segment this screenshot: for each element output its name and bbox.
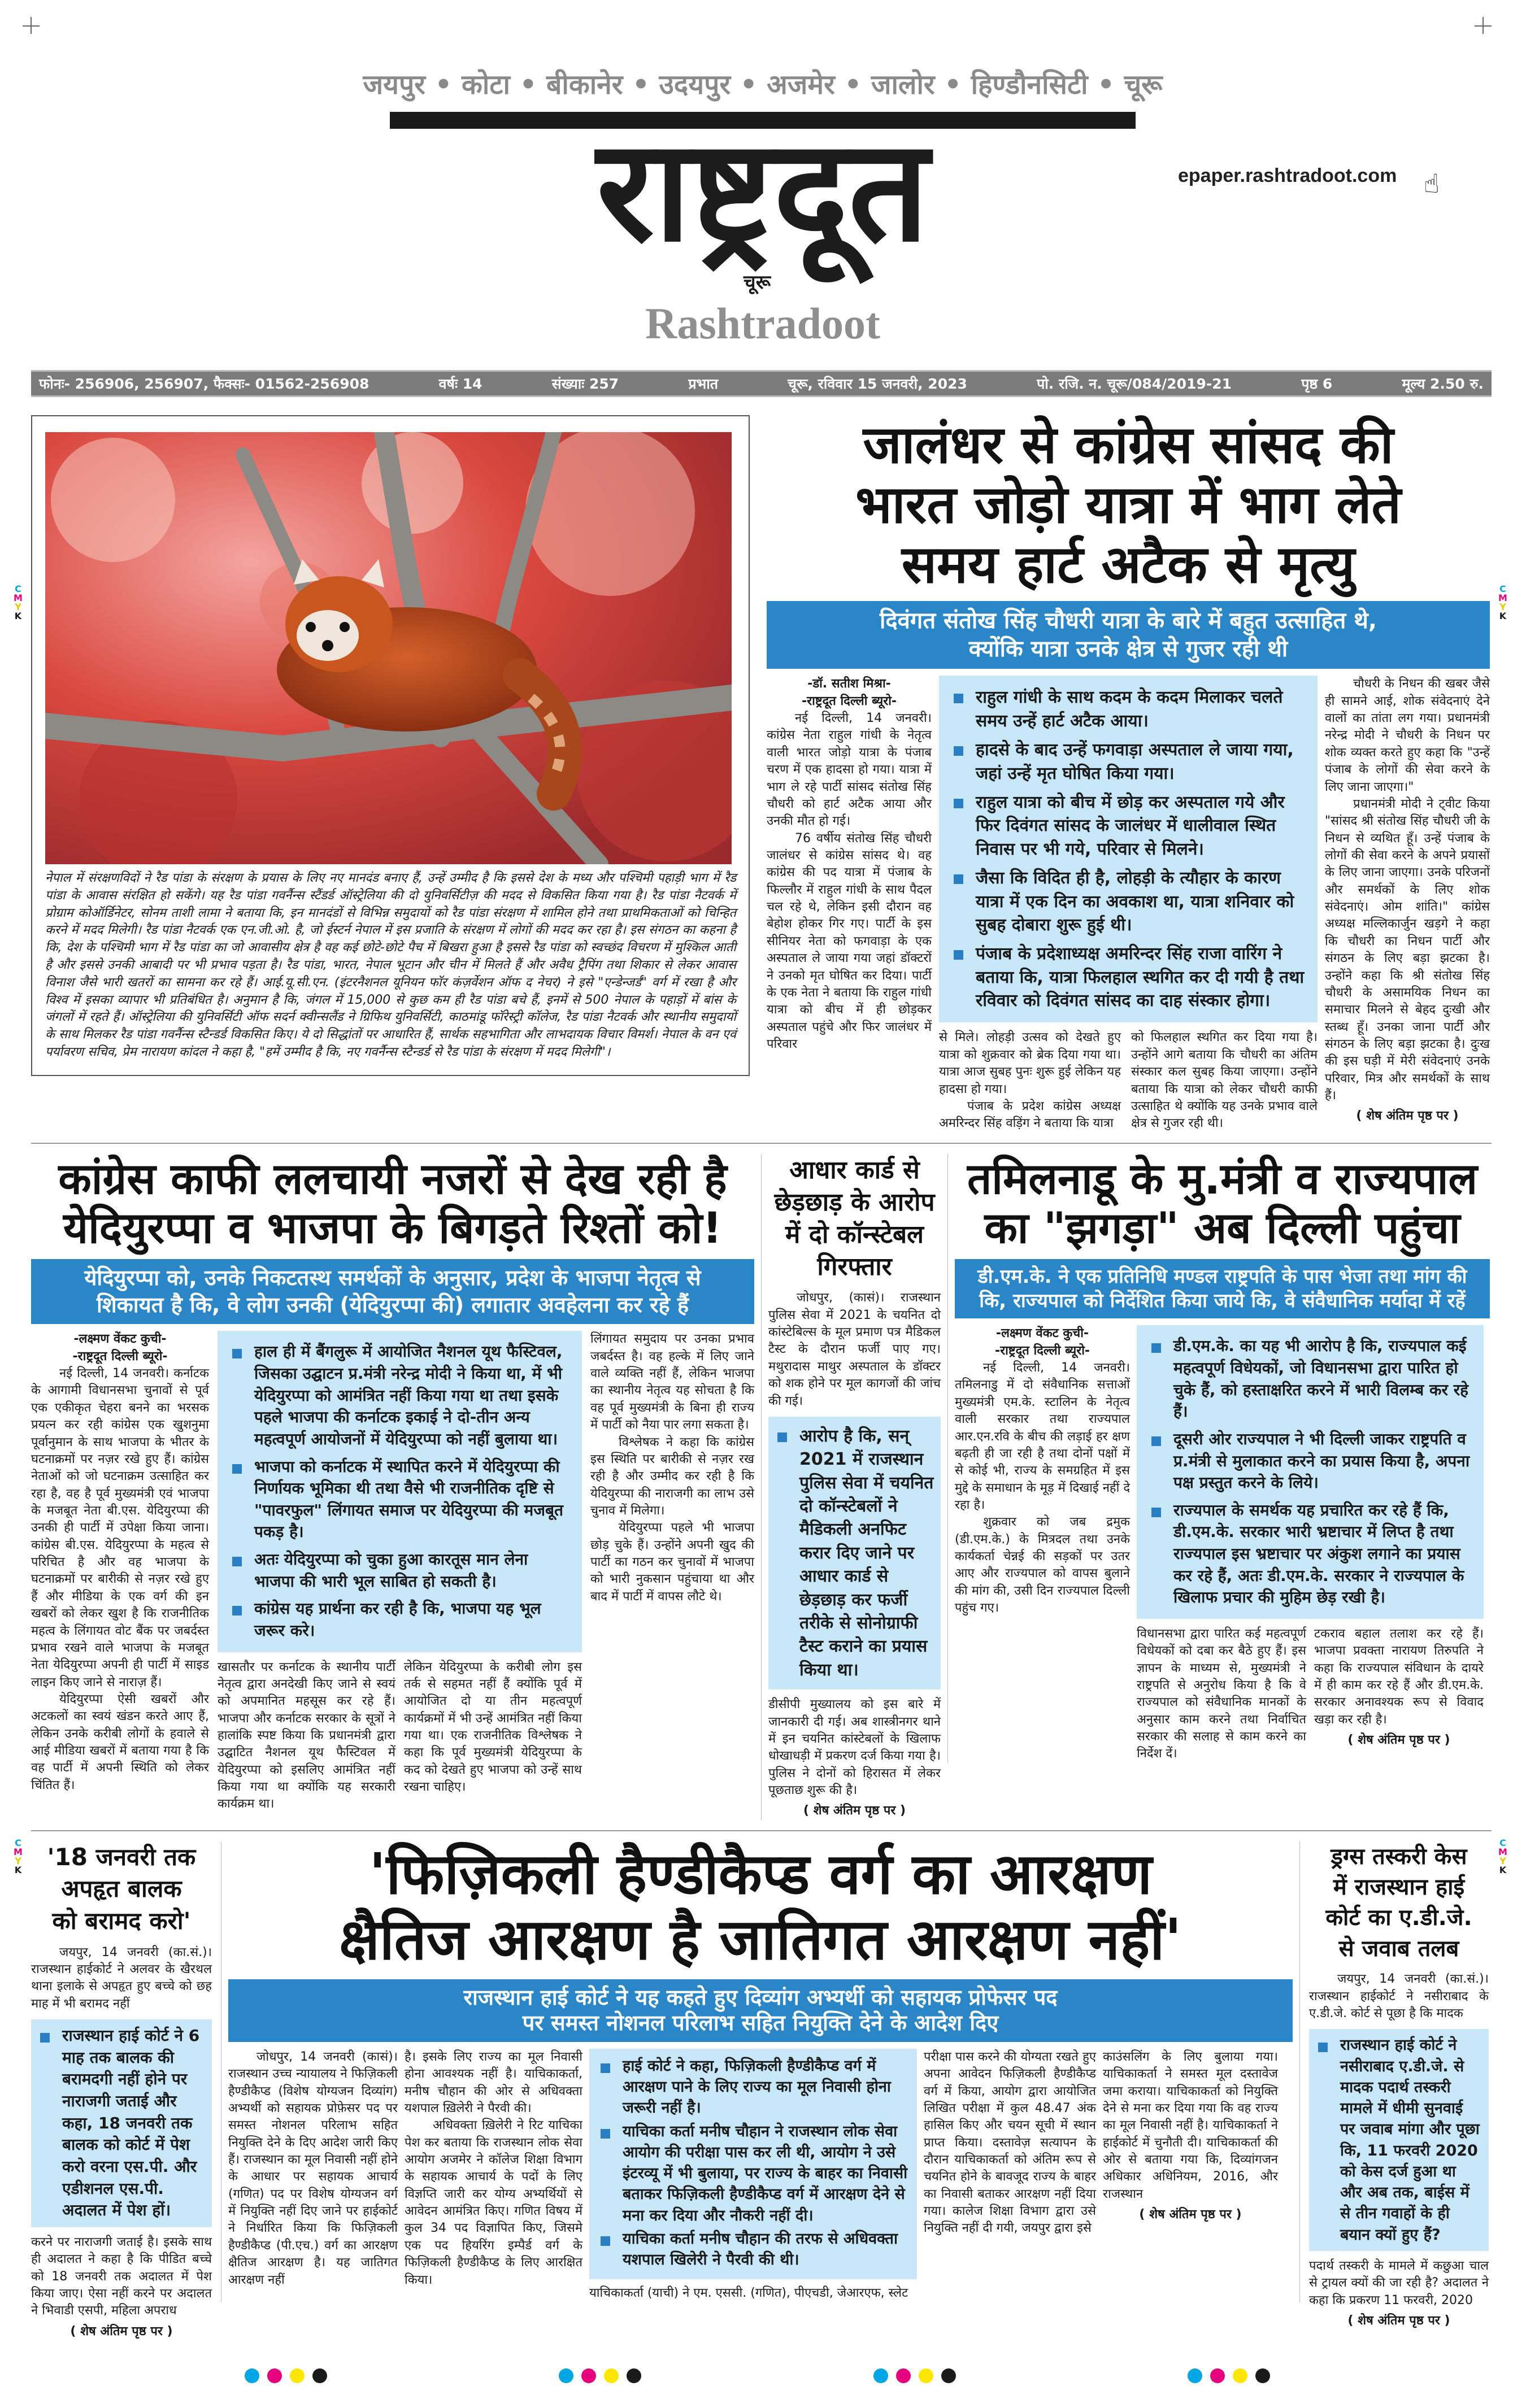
yellow-dot [919,2368,933,2383]
yellow-dot [1233,2368,1247,2383]
story2-column-1 [31,1331,209,1794]
headline-line: कोर्ट का ए.डी.जे. [1325,1905,1472,1931]
bullet-square-icon [1151,1343,1161,1353]
cyan-dot [1188,2368,1202,2383]
paragraph: है। इसके लिए राज्य का मूल निवासी होना आवश्यक नहीं है। याचिकाकर्ता, मनीष चौहान की ओर से अधिवक्ता यशपाल ख़िलेरी ने पैरवी की। [405,2049,582,2115]
continued-note: ( शेष अंतिम पृष्ठ पर ) [1347,1733,1450,1748]
story2 [31,1154,754,1813]
cmyk-y: Y [1499,602,1506,612]
story3-headline [768,1154,941,1283]
story3-column-top [768,1290,941,1410]
story1-headline [767,415,1490,594]
cmyk-mark [12,585,24,621]
cmyk-m: M [14,1847,23,1857]
subhead-line: शिकायत है कि, वे लोग उनकी (येदियुरप्पा की) लगातार अवहेलना कर रहे हैं [96,1292,689,1317]
cmyk-m: M [14,593,23,603]
highlight-text: जैसा कि विदित ही है, लोहड़ी के त्यौहार के कारण यात्रा में एक दिन का अवकाश था, यात्रा शनिवार को सुबह दोबारा शुरू हुई थी। [976,868,1294,935]
edition-cities: जयपुर • कोटा • बीकानेर • उदयपुर • अजमेर • जालोर • हिण्डौनसिटी • चूरू [363,69,1163,101]
paragraph: डीसीपी मुख्यालय को इस बारे में जानकारी दी गई। अब शास्त्रीनगर थाने में इन चयनित कांस्टेबलों के खिलाफ धोखाधड़ी में प्रकरण दर्ज किया गया है। पुलिस ने दोनों को हिरासत में लेकर पूछताछ शुरू की है। [768,1697,941,1797]
headline-line: को बरामद करो' [52,1907,191,1935]
byline: -लक्ष्मण वेंकट कुची- [73,1332,167,1347]
bullet-square-icon [232,1464,242,1474]
paragraph: जयपुर, 14 जनवरी (का.सं.)। राजस्थान हाईकोर्ट ने नसीराबाद के ए.डी.जे. कोर्ट से पूछा है कि मादक [1309,1972,1489,2021]
continued-note: ( शेष अंतिम पृष्ठ पर ) [1139,2207,1242,2222]
story7-highlights [1309,2029,1489,2251]
cmyk-c: C [1499,1837,1506,1848]
headline-line: अपहृत बालक [61,1875,182,1903]
cmyk-k: K [14,1865,22,1875]
bullet-square-icon [232,1606,242,1616]
subhead-line: दिवंगत संतोख सिंह चौधरी यात्रा के बारे में बहुत उत्साहित थे, [879,608,1377,634]
highlight-item [951,738,1305,785]
yellow-dot [290,2368,305,2383]
story2-column-2a [218,1659,395,1813]
highlight-text: भाजपा को कर्नाटक में स्थापित करने में येदियुरप्पा की निर्णायक भूमिका थी तथा वैसे भी राजनीतिक दृष्टि से "पावरफुल" लिंगायत समाज पर येदियुरप्पा की मजबूत पकड़ है। [254,1457,563,1542]
story2-middle [218,1331,582,1813]
highlight-item [951,791,1305,861]
byline: -लक्ष्मण वेंकट कुची- [995,1326,1089,1341]
story4-column-2a [1137,1626,1306,1763]
highlight-item [230,1456,569,1544]
headline-line: भारत जोड़ो यात्रा में भाग लेते [855,474,1401,535]
story6-column-4 [1103,2049,1278,2224]
paragraph: विश्लेषक ने कहा कि कांग्रेस इस स्थिति पर बारीकी से नज़र रख रही है और उम्मीद कर रही है कि येदियुरप्पा की नाराजगी का लाभ उसे चुनाव में मिलेगा। [590,1435,754,1518]
black-dot [1255,2368,1270,2383]
cyan-dot [245,2368,259,2383]
bullet-square-icon [40,2033,50,2043]
highlight-item [230,1341,569,1450]
edition-time: प्रभात [688,376,718,392]
headline-line: गिरफ्तार [817,1252,892,1282]
bullet-square-icon [954,746,963,756]
headline-line: छेड़छाड़ के आरोप [774,1187,935,1217]
section-divider [31,1143,1492,1144]
paragraph: 76 वर्षीय संतोख सिंह चौधरी जालंधर से कांग्रेस सांसद थे। वह कांग्रेस की पद यात्रा में पंजाब के फिल्लौर में राहुल गांधी के साथ पैदल चल रहे थे, लेकिन इसी दौरान वह बेहोश होकर गिर गए। पार्टी के इस सीनियर नेता को फगवाड़ा के एक अस्पताल ले जाया गया जहां डॉक्टरों ने उनको मृत घोषित कर दिया। पार्टी के एक नेता ने बताया कि राहुल गांधी यात्रा को बीच में ही छोड़कर अस्पताल पहुंचे और फिर जालंधर में परिवार [767,831,932,1051]
black-dot [627,2368,641,2383]
story6-subhead [228,1979,1293,2042]
story4 [947,1154,1490,1763]
bullet-square-icon [232,1349,242,1358]
subhead-line: क्योंकि यात्रा उनके क्षेत्र से गुजर रही थी [968,636,1288,663]
story3-highlights [768,1417,941,1689]
edition-name: चूरू [743,271,771,294]
bullet-square-icon [601,2236,610,2246]
paragraph: नई दिल्ली, 14 जनवरी। तमिलनाडु में दो संवैधानिक सत्ताओं मुख्यमंत्री एम.के. स्टालिन के नेतृत्व वाली सरकार तथा राज्यपाल आर.एन.रवि के बीच की लड़ाई हर क्षण बढ़ती ही जा रही है तथा दोनों पक्षों में से कोई भी, राज्य के समग्रहित में इस मुद्दे के समाधान के मूड़ में दिखाई नहीं दे रहा है। [955,1361,1130,1512]
black-dot [312,2368,327,2383]
price: मूल्य 2.50 रु. [1402,376,1484,392]
paragraph: को फिलहाल स्थगित कर दिया गया है। उन्होंने आगे बताया कि चौधरी का अंतिम संस्कार कल सुबह किया जाएगा। उन्होंने बताया कि यात्रा को लेकर चौधरी काफी उत्साहित थे क्योंकि यह उनके प्रभाव वाले क्षेत्र से गुजर रही थी। [1131,1030,1318,1131]
story1-column-2b [1131,1029,1318,1132]
story5 [31,1841,212,2340]
headline-line: ड्रग्स तस्करी केस [1331,1843,1467,1870]
story2-column-2b [404,1659,582,1796]
byline: -राष्ट्रदूत दिल्ली ब्यूरो- [994,1343,1090,1358]
story5-headline [31,1841,212,1937]
headline-line: में दो कॉन्स्टेबल [785,1220,924,1249]
highlight-item [1149,1335,1471,1423]
byline: -डॉ. सतीश मिश्रा- [807,677,891,691]
highlight-text: दूसरी ओर राज्यपाल ने भी दिल्ली जाकर राष्ट्रपति व प्र.मंत्री से मुलाकात करने का प्रयास किया है, अपना पक्ष प्रस्तुत करने के लिये। [1173,1429,1470,1492]
paragraph: येदियुरप्पा ऐसी खबरों और अटकलों का स्वयं खंडन करते आए हैं, लेकिन उनके करीबी लोगों के हवाले से आई मीडिया खबरों में बताया गया है कि वह पार्टी में अपनी स्थिति को लेकर चिंतित हैं। [31,1692,209,1792]
story2-subhead [31,1259,754,1324]
cmyk-mark [1497,1839,1508,1875]
byline: -राष्ट्रदूत दिल्ली ब्यूरो- [72,1349,168,1364]
headline-line: में राजस्थान हाई [1333,1874,1465,1901]
highlight-text: राहुल यात्रा को बीच में छोड़ कर अस्पताल गये और फिर दिवंगत सांसद के जालंधर में धालीवाल स्थित निवास पर भी गये, परिवार से मिलने। [976,792,1285,859]
cmyk-y: Y [15,1856,21,1866]
bullet-square-icon [1151,1508,1161,1517]
cmyk-y: Y [15,602,21,612]
story1-highlights [939,676,1318,1022]
paragraph: शुक्रवार को जब द्रमुक (डी.एम.के.) के मित्रदल तथा उनके कार्यकर्ता चेन्नई की सड़कों पर उतर आए और राज्यपाल को वापस बुलाने की मांग की, उसी दिन राज्यपाल दिल्ली पहुंच गए। [955,1515,1130,1616]
top-section [31,415,1492,1133]
highlight-text: राज्यपाल के समर्थक यह प्रचारित कर रहे हैं कि, डी.एम.के. सरकार भारी भ्रष्टाचार में लिप्त है तथा राज्यपाल इस भ्रष्टाचार पर अंकुश लगाने का प्रयास कर रहे हैं, अतः डी.एम.के. सरकार ने राज्यपाल के खिलाफ प्रचार की मुहिम छेड़ रखी है। [1173,1500,1464,1607]
story1-under-box [939,1029,1318,1132]
story5-column-bottom [31,2234,212,2340]
section-divider [31,1830,1492,1831]
highlight-item [598,2121,908,2226]
paragraph: येदियुरप्पा पहले भी भाजपा छोड़ चुके हैं। उन्होंने अपनी खुद की पार्टी का गठन कर चुनावों में भाजपा को भारी नुकसान पहुंचाया था और बाद में पार्टी में वापस लौटे थे। [590,1521,754,1604]
cmyk-c: C [1499,584,1506,594]
red-panda-photo [45,432,732,864]
continued-note: ( शेष अंतिम पृष्ठ पर ) [1356,1109,1459,1124]
highlight-text: हादसे के बाद उन्हें फगवाड़ा अस्पताल ले जाया गया, जहां उन्हें मृत घोषित किया गया। [976,740,1294,783]
story4-subhead [955,1259,1490,1318]
story5-column-top [31,1944,212,2013]
story3 [761,1154,941,1820]
black-dot [941,2368,956,2383]
subhead-line: येदियुरप्पा को, उनके निकटतस्थ समर्थकों के अनुसार, प्रदेश के भाजपा नेतृत्व से [84,1265,701,1291]
story4-body [955,1325,1490,1762]
paragraph: टकराव बहाल तलाश कर रहे हैं। भाजपा प्रवक्ता नारायण तिरुपति ने कहा कि राज्यपाल संविधान के दायरे में ही काम कर रहे हैं और डी.एम.के. सरकार अनावश्यक रूप से विवाद खड़ा कर रही है। [1314,1626,1484,1727]
highlight-text: राजस्थान हाई कोर्ट ने नसीराबाद ए.डी.जे. से मादक पदार्थ तस्करी मामले में धीमी सुनवाई पर जवाब मांगा और पूछा कि, 11 फरवरी 2020 को केस दर्ज हुआ था और अब तक, बाईस में से तीन गवाहों के ही बयान क्यों हुए हैं? [1340,2036,1480,2244]
photo-caption: नेपाल में संरक्षणविदों ने रैड पांडा के संरक्षण के प्रयास के लिए नए मानदंड बनाए हैं, उन्हें उम्मीद है कि इससे देश के मध्य और पश्चिमी पहाड़ी भाग में रैड पांडा के आवास संरक्षित हो सकेंगे। यह रैड पांडा गवर्नैन्स स्टैंडर्ड ऑस्ट्रेलिया की दो युनिवर्सिटीज़ की मदद से विकसित किया गया है। रैड पांडा नैटवर्क में प्रोग्राम कोऑर्डिनेटर, सोनम ताशी लामा ने बताया कि, इन मानदंडों से विभिन्न समुदायों को रैड पांडा संरक्षण में शामिल होने तथा प्राथमिकताओं को चिन्हित करने में मदद मिलेगी। रैड पांडा नैटवर्क एक एन.जी.ओ. है, जो ईस्टर्न नेपाल में इस प्रजाति के संरक्षण में लोगों की मदद कर रहा है। इस संगठन का कहना है कि, देश के पश्चिमी भाग में रैड पांडा का जो आवासीय क्षेत्र है वह कई छोटे-छोटे पैच में बिखरा हुआ है इससे रैड पांडा को स्वच्छंद विचरण में मुश्किल आती है और इससे उनकी आबादी पर भी प्रभाव पड़ता है। रैड पांडा, भारत, नेपाल भूटान और चीन में मिलते हैं और अवैध ट्रैपिंग तथा शिकार से लेकर आवास विनाश जैसे भारी खतरों का सामना कर रहे हैं। आई.यू.सी.एन. (इंटरनैशनल यूनियन फॉर कंज़र्वेशन ऑफ द नेचर) ने इसे "एन्डेन्जर्ड" वर्ग में रखा है और विश्व में इसका व्यापार भी प्रतिबंधित है। अनुमान है कि, जंगल में 15,000 से कुछ कम ही रैड पांडा बचे हैं, इनमें से 500 नेपाल के पहाड़ों में बांस के जंगलों में रहते हैं। ऑस्ट्रेलिया की युनिवर्सिटी ऑफ सदर्न क्वीन्सलैंड ने ग्रिफिथ युनिवर्सिटी, काठमांडू फॉरेस्ट्री कॉलेज, रैड पांडा नैटवर्क और स्थानीय समुदायों के साथ मिलकर रैड पांडा गवर्नैन्स स्टैन्डर्ड विकसित किए। ये दो सिद्धांतों पर आधारित हैं, सार्थक सहभागिता और लाभदायक विचार विमर्श। नेपाल के वन एवं पर्यावरण सचिव, प्रेम नारायण कांदल ने कहा है, "हमें उम्मीद है कि, नए गवर्नैन्स स्टैन्डर्ड से रैड पांडा के संरक्षण में मदद मिलेगी"। [45,871,737,1059]
headline-line: समय हार्ट अटैक से मृत्यु [901,534,1355,595]
magenta-dot [267,2368,282,2383]
phone-fax: फोनः- 256906, 256907, फैक्सः- 01562-256908 [39,376,369,392]
story2-column-3 [590,1331,754,1605]
paragraph: पंजाब के प्रदेश कांग्रेस अध्यक्ष अमरिन्दर सिंह वड़िंग ने बताया कि यात्रा [939,1099,1121,1131]
story3-column-bottom [768,1696,941,1820]
bullet-square-icon [954,799,963,808]
story7-column-top [1309,1971,1489,2022]
cmyk-k: K [1499,611,1507,621]
bullet-square-icon [601,2129,610,2139]
cmyk-c: C [15,1837,21,1848]
highlight-text: याचिका कर्ता मनीष चौहान ने राजस्थान लोक सेवा आयोग की परीक्षा पास कर ली थी, आयोग ने उसे इंटरव्यू में भी बुलाया, पर राज्य के बाहर का निवासी बताकर फिज़िकली हैण्डीकैप्ड वर्ग में आरक्षण देने से मना कर दिया और नौकरी नहीं दी। [623,2122,908,2224]
paragraph: अधिवक्ता ख़िलेरी ने रिट याचिका पेश कर बताया कि राजस्थान लोक सेवा आयोग अजमेर ने कॉलेज शिक्षा विभाग के सहायक आचार्य के पदों के लिए विज्ञप्ति जारी कर योग्य अभ्यर्थियों से आवेदन आमंत्रित किए। गणित विषय में कुल 34 पद विज्ञापित किए, जिसमे एक पद हियरिंग इम्पैर्ड वर्ग के फिज़िकली हैण्डीकैप्ड के लिए आरक्षित किया। [405,2118,582,2287]
subhead-line: डी.एम.के. ने एक प्रतिनिधि मण्डल राष्ट्रपति के पास भेजा तथा मांग की [977,1265,1467,1288]
photo-story-box [31,415,750,1076]
continued-note: ( शेष अंतिम पृष्ठ पर ) [803,1804,906,1818]
highlight-text: राहुल गांधी के साथ कदम के कदम मिलाकर चलते समय उन्हें हार्ट अटैक आया। [976,687,1283,731]
story7-headline [1309,1841,1489,1965]
bullet-square-icon [232,1557,242,1566]
story6-body [228,2049,1293,2302]
info-bar [31,370,1492,397]
story4-under-box [1137,1626,1484,1763]
headline-line: का "झगड़ा" अब दिल्ली पहुंचा [984,1203,1460,1253]
bullet-square-icon [601,2063,610,2073]
story6-column-1 [228,2049,398,2289]
story4-headline [955,1154,1490,1253]
cmyk-mark [1497,585,1508,621]
highlight-text: अतः येदियुरप्पा को चुका हुआ कारतूस मान लेना भाजपा की भारी भूल साबित हो सकती है। [254,1550,528,1591]
registration-dots [1188,2368,1278,2385]
bullet-square-icon [1151,1436,1161,1446]
story2-under-box [218,1659,582,1813]
magenta-dot [1210,2368,1225,2383]
cmyk-m: M [1498,593,1507,603]
magenta-dot [581,2368,596,2383]
story2-headline [31,1154,754,1253]
bullet-square-icon [954,950,963,960]
subhead-line: राजस्थान हाई कोर्ट ने यह कहते हुए दिव्यांग अभ्यर्थी को सहायक प्रोफेसर पद [463,1984,1058,2010]
headline-line: कांग्रेस काफी ललचायी नजरों से देख रही है [58,1153,727,1204]
headline-line: से जवाब तलब [1338,1935,1459,1962]
story1-middle [939,676,1318,1132]
story2-body [31,1331,754,1813]
paragraph: जयपुर, 14 जनवरी (का.सं.)। राजस्थान हाईकोर्ट ने अलवर के खैरथल थाना इलाके से अपहृत हुए बच्चे को छह माह में भी बरामद नहीं [31,1945,212,2011]
story4-right [1137,1325,1484,1762]
highlight-item [1149,1500,1471,1609]
story6-headline [228,1841,1293,1972]
epaper-link[interactable]: epaper.rashtradoot.com [1178,165,1397,186]
story1-column-1 [767,676,932,1053]
highlight-item [230,1598,569,1641]
cmyk-y: Y [1499,1856,1506,1866]
headline-line: तमिलनाडू के मु.मंत्री व राज्यपाल [967,1153,1478,1204]
highlight-item [951,866,1305,937]
english-name: Rashtradoot [645,299,880,348]
paragraph: पदार्थ तस्करी के मामले में कछुआ चाल से ट्रायल क्यों की जा रही है? अदालत ने कहा कि प्रकरण 11 फरवरी, 2020 [1309,2258,1489,2307]
continued-note: ( शेष अंतिम पृष्ठ पर ) [70,2324,173,2339]
highlight-item [1149,1429,1471,1494]
highlight-item [38,2025,205,2222]
highlight-text: डी.एम.के. का यह भी आरोप है कि, राज्यपाल कई महत्वपूर्ण विधेयकों, जो विधानसभा द्वारा पारित हो चुके हैं, को हस्ताक्षरित करने में भारी विलम्ब कर रहे हैं। [1173,1336,1469,1421]
registration-number: पो. रजि. न. चूरू/084/2019-21 [1037,376,1232,392]
story6-below-box [589,2285,917,2302]
story6-column-2 [405,2049,582,2289]
highlight-item [230,1549,569,1592]
bullet-square-icon [954,694,963,703]
magenta-dot [896,2368,911,2383]
paragraph: नई दिल्ली, 14 जनवरी। कांग्रेस नेता राहुल गांधी के नेतृत्व वाली भारत जोड़ो यात्रा के पंजाब चरण में एक हादसा हो गया। यात्रा में भाग ले रहे पार्टी सांसद संतोख सिंह चौधरी को हार्ट अटैक आया और उनकी मौत हो गई। [767,711,932,829]
paragraph: परीक्षा पास करने की योग्यता रखते हुए अपना आवेदन फिज़िकली हैण्डीकैप्ड वर्ग में किया, आयोग द्वारा आयोजित लिखित परीक्षा में कुल 48.47 अंक हासिल किए और चयन सूची में स्थान प्राप्त किया। दस्तावेज़ सत्यापन के दौरान याचिकाकर्ता को अंतिम रूप से चयनित होने के बावजूद राज्य के बाहर का निवासी बताकर आरक्षण नहीं दिया गया। कालेज शिक्षा विभाग द्वारा उसे नियुक्ति नहीं दी गयी, जयपुर द्वारा इसे [924,2049,1096,2236]
paragraph: लेकिन येदियुरप्पा के करीबी लोग इस तर्क से सहमत नहीं हैं क्योंकि पूर्व में आयोजित दो या तीन महत्वपूर्ण कार्यक्रमों में भी उन्हें आमंत्रित नहीं किया गया था। एक राजनीतिक विश्लेषक ने कहा कि पूर्व मुख्यमंत्री येदियुरप्पा के कद को देखते हुए भाजपा को उन्हें साथ रखना चाहिए। [404,1660,582,1795]
story4-highlights [1137,1325,1484,1619]
bottom-section [31,1841,1492,2340]
cyan-dot [873,2368,888,2383]
cmyk-k: K [1499,1865,1507,1875]
story5-highlights [31,2019,212,2227]
byline: -राष्ट्रदूत दिल्ली ब्यूरो- [801,694,897,708]
highlight-text: हाई कोर्ट ने कहा, फिज़िकली हैण्डीकैप्ड वर्ग में आरक्षण पाने के लिए राज्य का मूल निवासी होना जरूरी नहीं है। [623,2057,891,2117]
highlight-text: पंजाब के प्रदेशाध्यक्ष अमरिन्दर सिंह राजा वारिंग ने बताया कि, यात्रा फिलहाल स्थगित कर दी गयी है तथा रविवार को दिवंगत सांसद का दाह संस्कार होगा। [976,944,1305,1011]
story4-column-2b [1314,1626,1484,1749]
paragraph: याचिकाकर्ता (याची) ने एम. एससी. (गणित), पीएचडी, जेआरएफ, स्लेट [589,2286,908,2301]
newspaper-logo: राष्ट्रदूत [596,108,929,273]
story1 [767,415,1490,1133]
registration-dots-row [31,2368,1492,2385]
highlight-item [951,686,1305,733]
yellow-dot [604,2368,619,2383]
highlight-text: आरोप है कि, सन् 2021 में राजस्थान पुलिस सेवा में चयनित दो कॉन्स्टेबलों ने मैडिकली अनफिट करार दिए जाने पर आधार कार्ड से छेड़छाड़ कर फर्जी तरीके से सोनोग्राफी टैस्ट कराने का प्रयास किया था। [799,1426,934,1680]
story6-middle [589,2049,917,2302]
highlight-text: याचिका कर्ता मनीष चौहान की तरफ से अधिवक्ता यशपाल खिलेरी ने पैरवी की थी। [623,2230,898,2269]
bullet-square-icon [777,1432,787,1442]
year: वर्षः 14 [438,376,482,392]
highlight-item [951,942,1305,1012]
hand-cursor-icon: ☝ [1424,168,1440,199]
registration-dots [559,2368,649,2385]
headline-line: 'फिज़िकली हैण्डीकैप्ड वर्ग का आरक्षण [368,1840,1153,1907]
highlight-text: हाल ही में बैंगलुरू में आयोजित नैशनल यूथ फैस्टिवल, जिसका उद्घाटन प्र.मंत्री नरेन्द्र मोदी ने किया था, में भी येदियुरप्पा को आमंत्रित नहीं किया गया था तथा इसके पहले भाजपा की कर्नाटक इकाई ने दो-तीन अन्य महत्वपूर्ण आयोजनों में येदियुरप्पा को नहीं बुलाया था। [254,1342,563,1448]
paragraph: जोधपुर, 14 जनवरी (कासं)। राजस्थान उच्च न्यायालय ने फिज़िकली हैण्डीकैप्ड (विशेष योग्यजन दिव्यांग) अभ्यर्थी को सहायक प्रोफ़ेसर पद पर समस्त नोशनल परिलाभ सहित नियुक्ति देने के दिए आदेश जारी किए हैं। राजस्थान का मूल निवासी नहीं होने के आधार पर सहायक आचार्य (गणित) पद पर विशेष योग्यजन वर्ग में नियुक्ति नहीं दिए जाने पर हाईकोर्ट ने निर्धारित किया कि फिज़िकली हैण्डीकैप्ड (पी.एच.) वर्ग का आरक्षण क्षैतिज आरक्षण है। यह जातिगत आरक्षण नहीं [228,2049,398,2287]
highlight-item [1316,2035,1482,2245]
continued-note: ( शेष अंतिम पृष्ठ पर ) [1347,2313,1450,2328]
story1-column-3 [1325,676,1490,1125]
headline-line: आधार कार्ड से [789,1155,920,1185]
subhead-line: कि, राज्यपाल को निर्देशित किया जाये कि, वे संवैधानिक मर्यादा में रहें [979,1289,1466,1312]
highlight-text: राजस्थान हाई कोर्ट ने 6 माह तक बालक की बरामदगी नहीं होने पर नाराजगी जताई और कहा, 18 जनवरी तक बालक को कोर्ट में पेश करो वरना एस.पी. और एडीशनल एस.पी. अदालत में पेश हों। [62,2026,200,2220]
paragraph: विधानसभा द्वारा पारित कई महत्वपूर्ण विधेयकों को दबा कर बैठे हुए हैं। इस ज्ञापन के माध्यम से, मुख्यमंत्री ने राष्ट्रपति से अनुरोध किया है कि वे राज्यपाल को संवैधानिक मानकों के अनुसार काम करने तथा निर्वाचित सरकार की सलाह से काम करने का निर्देश दें। [1137,1626,1306,1761]
highlight-item [598,2056,908,2119]
story1-subhead [767,601,1490,669]
paragraph: चौधरी के निधन की खबर जैसे ही सामने आई, शोक संवेदनाएं देने वालों का तांता लग गया। प्रधानमंत्री नरेन्द्र मोदी ने चौधरी के निधन पर शोक व्यक्त करते हुए कहा कि "उन्हें पंजाब के लोगों की सेवा करने के लिए जाना जाएगा।" [1325,677,1490,794]
paragraph: करने पर नाराजगी जताई है। इसके साथ ही अदालत ने कहा है कि पीडित बच्चे को 18 जनवरी तक अदालत में पेश किया जाए। ऐसा नहीं करने पर अदालत ने भिवाडी एसपी, महिला अपराध [31,2235,212,2318]
paragraph: काउंसलिंग के लिए बुलाया गया। याचिकाकर्ता ने समस्त मूल दस्तावेज जमा कराया। याचिकाकर्ता को नियुक्ति देने से मना कर दिया गया कि वह राज्य का मूल निवासी नहीं है। याचिकाकर्ता ने हाईकोर्ट में चुनौती दी। याचिकाकर्ता की ओर से बताया गया कि, दिव्यांगजन अधिकार अधिनियम, 2016, और राजस्थान [1103,2049,1278,2201]
headline-line: जालंधर से कांग्रेस सांसद की [863,415,1394,475]
paragraph: खासतौर पर कर्नाटक के स्थानीय पार्टी नेतृत्व द्वारा अनदेखी किए जाने से स्वयं को अपमानित महसूस कर रहे हैं। भाजपा और कर्नाटक सरकार के सूत्रों ने हालांकि स्पष्ट किया कि प्रधानमंत्री द्वारा उद्घाटित नैशनल यूथ फैस्टिवल में येदियुरप्पा को इसलिए आमंत्रित नहीं किया गया था क्योंकि यह सरकारी कार्यक्रम था। [218,1660,395,1812]
paragraph: नई दिल्ली, 14 जनवरी। कर्नाटक के आगामी विधानसभा चुनावों से पूर्व एक एकीकृत चेहरा बनने का भरसक प्रयत्न कर रही कांग्रेस एक खुशनुमा पूर्वानुमान के साथ भाजपा के भीतर के घटनाक्रमों पर नज़र रखे हुए हैं। कांग्रेस नेताओं को जो घटनाक्रम उत्साहित कर रहा है, वह है पूर्व मुख्यमंत्री एवं भाजपा के मजबूत नेता बी.एस. येदियुरप्पा की उनकी ही पार्टी में उपेक्षा किया जाना। कांग्रेस बी.एस. येदियुरप्पा के महत्व से परिचित है और वह भाजपा के घटनाक्रमों पर बारीकी से नज़र रखे हुए हैं और मीडिया के एक वर्ग की इन खबरों को लेकर खुश है कि राजनीतिक महत्व के लिंगायत वोट बैंक पर जबर्दस्त प्रभाव रखने वाले भाजपा के मजबूत नेता येदियुरप्पा अपनी ही पार्टी में साइड लाइन किए जाने से नाराज़ हैं। [31,1366,209,1689]
date: चूरू, रविवार 15 जनवरी, 2023 [788,376,967,392]
paragraph: जोधपुर, (कासं)। राजस्थान पुलिस सेवा में 2021 के चयनित दो कांस्टेबिल्स के मूल प्रमाण पत्र मैडिकल टैस्ट के दौरान फर्जी पाए गए। मथुरादास माथुर अस्पताल के डॉक्टर को शक होने पर मूल कागजों की जांच की गई। [768,1291,941,1408]
highlight-item [775,1425,934,1682]
middle-section [31,1154,1492,1820]
headline-line: क्षैतिज आरक्षण है जातिगत आरक्षण नहीं' [339,1906,1182,1972]
highlight-item [598,2228,908,2271]
story2-highlights [218,1331,582,1652]
story4-column-1 [955,1325,1130,1617]
story7 [1309,1841,1489,2330]
story6-highlights [589,2049,917,2280]
headline-line: येदियुरप्पा व भाजपा के बिगड़ते रिश्तों को! [63,1203,722,1253]
highlight-text: कांग्रेस यह प्रार्थना कर रही है कि, भाजपा यह भूल जरूर करे। [254,1599,541,1640]
cmyk-k: K [14,611,22,621]
masthead [0,0,1513,370]
paragraph: लिंगायत समुदाय पर उनका प्रभाव जबर्दस्त है। वह हल्के में लिए जाने वाले व्यक्ति नहीं हैं, लेकिन भाजपा का स्थानीय नेतृत्व यह सोचता है कि वह पूर्व मुख्यमंत्री के बिना ही राज्य में पार्टी को नैया पार लगा सकता है। [590,1332,754,1432]
cmyk-m: M [1498,1847,1507,1857]
cmyk-c: C [15,584,21,594]
registration-dots [873,2368,964,2385]
story1-body [767,676,1490,1132]
bullet-square-icon [954,874,963,884]
bullet-square-icon [1318,2043,1328,2052]
subhead-line: पर समस्त नोशनल परिलाभ सहित नियुक्ति देने के आदेश दिए [522,2010,999,2036]
paragraph: प्रधानमंत्री मोदी ने ट्वीट किया "सांसद श्री संतोख सिंह चौधरी जी के निधन से व्यथित हूँ। उन्हें पंजाब के लोगों की सेवा करने के अपने प्रयासों के लिए जाना जाएगा। उनके परिजनों और समर्थकों के लिए शोक संवेदनाएं। ओम शांति।" कांग्रेस अध्यक्ष मल्लिकार्जुन खड़गे ने कहा कि चौधरी का निधन पार्टी और संगठन के लिए बड़ा झटका है। उन्होंने कहा कि श्री संतोख सिंह चौधरी के असामयिक निधन का समाचार मिलने से बेहद दुःखी और स्तब्ध हूँ। उनका जाना पार्टी और संगठन के लिए बड़ा झटका है। दुःख की इस घड़ी में मेरी संवेदनाएं उनके परिवार, मित्र और समर्थकों के साथ हैं। [1325,796,1490,1103]
headline-line: '18 जनवरी तक [47,1843,196,1871]
paragraph: से मिले। लोहड़ी उत्सव को देखते हुए यात्रा को शुक्रवार को ब्रेक दिया गया था। यात्रा आज सुबह पुनः शुरू हुई लेकिन यह हादसा हो गया। [939,1030,1121,1096]
page-number: पृष्ठ 6 [1301,376,1333,392]
story6-column-3 [924,2049,1096,2237]
story6 [221,1841,1300,2302]
issue-number: संख्याः 257 [551,376,619,392]
story7-column-bottom [1309,2258,1489,2329]
registration-dots [245,2368,335,2385]
cmyk-mark [12,1839,24,1875]
cyan-dot [559,2368,573,2383]
story1-column-2a [939,1029,1121,1132]
